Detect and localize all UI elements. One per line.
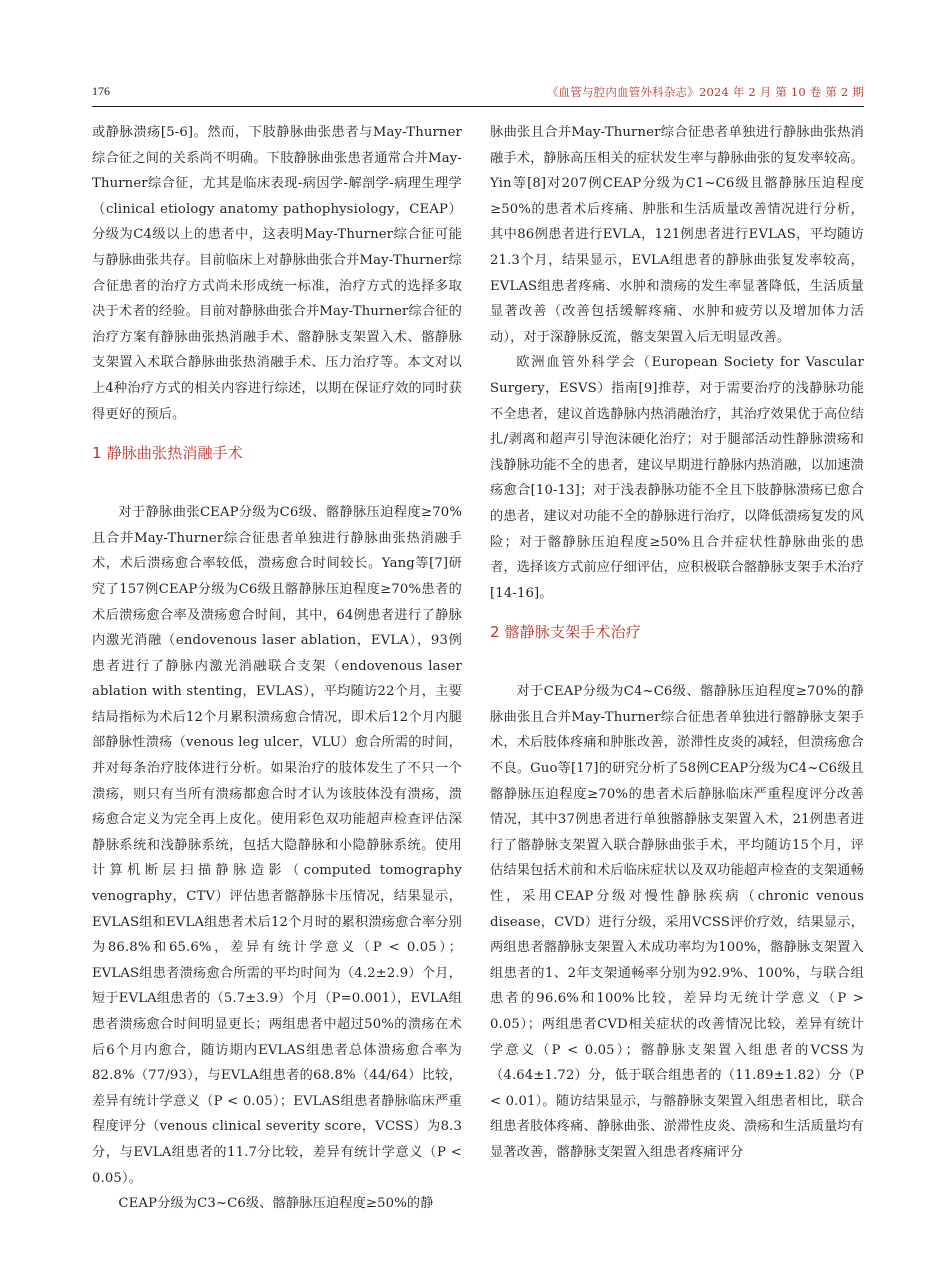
left-paragraph-3: CEAP分级为C3~C6级、髂静脉压迫程度≥50%的静 — [118, 1196, 434, 1212]
left-paragraph-1: 或静脉溃疡[5-6]。然而，下肢静脉曲张患者与May-Thurner综合征之间的关系尚不明确。下肢静脉曲张患者通常合并May-Thurner综合征，尤其是临床表现-病因学-解剖学-病理生理学（clinical etiology anatomy pathophysiology，CEAP）分级为C4级以上的患者中，这表明May-Thurner综合征可能与静脉曲张共存。目前临床上对静脉曲张合并May-Thurner综合征患者的治疗方式尚未形成统一标准，治疗方式的选择多取决于术者的经验。目前对静脉曲张合并May-Thurner综合征的治疗方案有静脉曲张热消融手术、髂静脉支架置入术、髂静脉支架置入术联合静脉曲张热消融手术、压力治疗等。本文对以上4种治疗方式的相关内容进行综述，以期在保证疗效的同时获得更好的预后。 — [92, 125, 462, 422]
left-paragraph-2: 对于静脉曲张CEAP分级为C6级、髂静脉压迫程度≥70%且合并May-Thurner综合征患者单独进行静脉曲张热消融手术，术后溃疡愈合率较低，溃疡愈合时间较长。Yang等[7]研究了157例CEAP分级为C6级且髂静脉压迫程度≥70%患者的术后溃疡愈合率及溃疡愈合时间，其中，64例患者进行了静脉内激光消融（endovenous laser ablation，EVLA），93例患者进行了静脉内激光消融联合支架（endovenous laser ablation with stenting，EVLAS），平均随访22个月，主要结局指标为术后12个月累积溃疡愈合情况，即术后12个月内腿部静脉性溃疡（venous leg ulcer，VLU）愈合所需的时间，并对每条治疗肢体进行分析。如果治疗的肢体发生了不只一个溃疡，则只有当所有溃疡都愈合时才认为该肢体没有溃疡，溃疡愈合定义为完全再上皮化。使用彩色双功能超声检查评估深静脉系统和浅静脉系统，包括大隐静脉和小隐静脉系统。使用计算机断层扫描静脉造影（computed tomography venography，CTV）评估患者髂静脉卡压情况，结果显示，EVLAS组和EVLA组患者术后12个月时的累积溃疡愈合率分别为86.8%和65.6%，差异有统计学意义（P < 0.05）；EVLAS组患者溃疡愈合所需的平均时间为（4.2±2.9）个月，短于EVLA组患者的（5.7±3.9）个月（P=0.001），EVLA组患者溃疡愈合时间明显更长；两组患者中超过50%的溃疡在术后6个月内愈合，随访期内EVLAS组患者总体溃疡愈合率为82.8%（77/93），与EVLA组患者的68.8%（44/64）比较，差异有统计学意义（P < 0.05）；EVLAS组患者静脉临床严重程度评分（venous clinical severity score，VCSS）为8.3分，与EVLA组患者的11.7分比较，差异有统计学意义（P < 0.05）。 — [92, 505, 462, 1186]
right-column — [490, 120, 864, 1166]
page-number: 176 — [92, 84, 110, 98]
section-heading-2: 2 髂静脉支架手术治疗 — [490, 623, 641, 642]
left-column — [92, 120, 462, 1217]
right-paragraph-2: 欧洲血管外科学会（European Society for Vascular Surgery，ESVS）指南[9]推荐，对于需要治疗的浅静脉功能不全患者，建议首选静脉内热消融治疗，其治疗效果优于高位结扎/剥离和超声引导泡沫硬化治疗；对于腿部活动性静脉溃疡和浅静脉功能不全的患者，建议早期进行静脉内热消融，以加速溃疡愈合[10-13]；对于浅表静脉功能不全且下肢静脉溃疡已愈合的患者，建议对功能不全的静脉进行治疗，以降低溃疡复发的风险；对于髂静脉压迫程度≥50%且合并症状性静脉曲张的患者，选择该方式前应仔细评估，应积极联合髂静脉支架手术治疗[14-16]。 — [490, 355, 864, 601]
journal-info: 《血管与腔内血管外科杂志》2024 年 2 月 第 10 卷 第 2 期 — [546, 85, 864, 99]
page-header — [92, 84, 864, 107]
right-paragraph-1: 脉曲张且合并May-Thurner综合征患者单独进行静脉曲张热消融手术，静脉高压相关的症状发生率与静脉曲张的复发率较高。Yin等[8]对207例CEAP分级为C1~C6级且髂静脉压迫程度≥50%的患者术后疼痛、肿胀和生活质量改善情况进行分析，其中86例患者进行EVLA，121例患者进行EVLAS，平均随访21.3个月，结果显示，EVLA组患者的静脉曲张复发率较高，EVLAS组患者疼痛、水肿和溃疡的发生率显著降低，生活质量显著改善（改善包括缓解疼痛、水肿和疲劳以及增加体力活动），对于深静脉反流，髂支架置入后无明显改善。 — [490, 125, 864, 345]
section-heading-1: 1 静脉曲张热消融手术 — [92, 444, 243, 463]
right-paragraph-3: 对于CEAP分级为C4~C6级、髂静脉压迫程度≥70%的静脉曲张且合并May-Thurner综合征患者单独进行髂静脉支架手术，术后肢体疼痛和肿胀改善，淤滞性皮炎的减轻，但溃疡愈合不良。Guo等[17]的研究分析了58例CEAP分级为C4~C6级且髂静脉压迫程度≥70%的患者术后静脉临床严重程度评分改善情况，其中37例患者进行单独髂静脉支架置入术，21例患者进行了髂静脉支架置入联合静脉曲张手术，平均随访15个月，评估结果包括术前和术后临床症状以及双功能超声检查的支架通畅性，采用CEAP分级对慢性静脉疾病（chronic venous disease，CVD）进行分级，采用VCSS评价疗效，结果显示，两组患者髂静脉支架置入术成功率均为100%，髂静脉支架置入组患者的1、2年支架通畅率分别为92.9%、100%，与联合组患者的96.6%和100%比较，差异均无统计学意义（P > 0.05）；两组患者CVD相关症状的改善情况比较，差异有统计学意义（P < 0.05）；髂静脉支架置入组患者的VCSS为（4.64±1.72）分，低于联合组患者的（11.89±1.82）分（P < 0.01）。随访结果显示，与髂静脉支架置入组患者相比，联合组患者肢体疼痛、静脉曲张、淤滞性皮炎、溃疡和生活质量均有显著改善，髂静脉支架置入组患者疼痛评分 — [490, 684, 864, 1160]
